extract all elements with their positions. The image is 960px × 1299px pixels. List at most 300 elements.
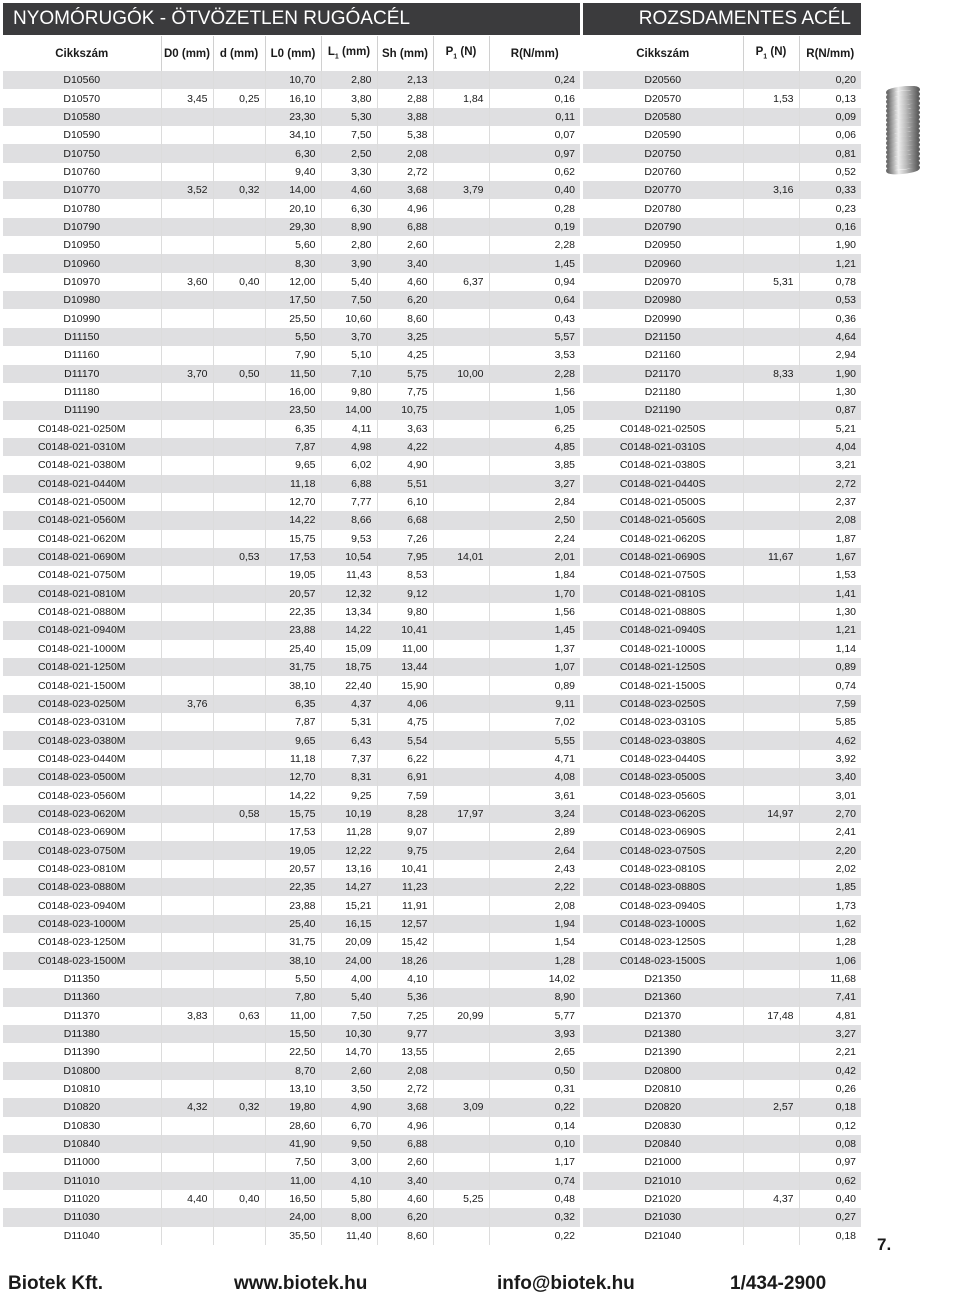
value-cell: 3,24	[489, 805, 580, 823]
value-cell: 0,13	[799, 89, 861, 107]
value-cell	[161, 988, 213, 1006]
value-cell	[213, 1135, 265, 1153]
value-cell	[161, 896, 213, 914]
value-cell: 2,60	[377, 236, 433, 254]
part-number-cell: C0148-021-0810S	[583, 585, 743, 603]
value-cell: 0,06	[799, 126, 861, 144]
table-row	[3, 658, 580, 676]
footer-email-link[interactable]: info@biotek.hu	[497, 1273, 635, 1294]
value-cell: 0,89	[799, 658, 861, 676]
part-number-cell: D20990	[583, 309, 743, 327]
value-cell: 20,10	[265, 199, 321, 217]
table-row	[583, 1117, 861, 1135]
value-cell	[433, 585, 489, 603]
value-cell: 0,16	[799, 218, 861, 236]
value-cell: 3,50	[321, 1080, 377, 1098]
table-row	[3, 915, 580, 933]
value-cell	[213, 731, 265, 749]
value-cell: 15,21	[321, 896, 377, 914]
part-number-cell: D20570	[583, 89, 743, 107]
part-number-cell: C0148-023-1500S	[583, 952, 743, 970]
table-row	[3, 713, 580, 731]
table-header-row	[3, 36, 580, 71]
part-number-cell: C0148-023-1000S	[583, 915, 743, 933]
value-cell	[161, 163, 213, 181]
table-row	[583, 750, 861, 768]
value-cell: 17,97	[433, 805, 489, 823]
value-cell: 3,09	[433, 1098, 489, 1116]
value-cell: 8,60	[377, 1227, 433, 1245]
part-number-cell: D21010	[583, 1172, 743, 1190]
value-cell: 1,37	[489, 640, 580, 658]
value-cell	[161, 548, 213, 566]
table-row	[583, 365, 861, 383]
value-cell: 4,08	[489, 768, 580, 786]
value-cell: 11,40	[321, 1227, 377, 1245]
value-cell: 3,53	[489, 346, 580, 364]
part-number-cell: C0148-021-0440M	[3, 475, 161, 493]
value-cell: 17,53	[265, 548, 321, 566]
part-number-cell: C0148-023-0380M	[3, 731, 161, 749]
part-number-cell: C0148-021-1500S	[583, 676, 743, 694]
value-cell: 3,88	[377, 108, 433, 126]
value-cell	[161, 915, 213, 933]
table-row	[583, 1007, 861, 1025]
value-cell: 1,85	[799, 878, 861, 896]
value-cell: 10,00	[433, 365, 489, 383]
value-cell: 3,68	[377, 1098, 433, 1116]
value-cell	[433, 786, 489, 804]
title-left: NYOMÓRUGÓK - ÖTVÖZETLEN RUGÓACÉL	[3, 3, 580, 35]
value-cell: 14,02	[489, 970, 580, 988]
value-cell: 1,90	[799, 236, 861, 254]
value-cell	[213, 420, 265, 438]
table-row	[3, 1080, 580, 1098]
value-cell: 6,68	[377, 511, 433, 529]
value-cell: 0,16	[489, 89, 580, 107]
part-number-cell: C0148-023-0310S	[583, 713, 743, 731]
value-cell: 3,40	[377, 1172, 433, 1190]
value-cell: 1,21	[799, 254, 861, 272]
value-cell: 11,50	[265, 365, 321, 383]
part-number-cell: C0148-023-0940M	[3, 896, 161, 914]
value-cell: 0,64	[489, 291, 580, 309]
value-cell: 24,00	[321, 952, 377, 970]
value-cell	[433, 1208, 489, 1226]
value-cell: 41,90	[265, 1135, 321, 1153]
value-cell	[213, 585, 265, 603]
table-row	[583, 621, 861, 639]
table-row	[3, 493, 580, 511]
table-row	[3, 1227, 580, 1245]
value-cell	[743, 970, 799, 988]
part-number-cell: C0148-021-0560M	[3, 511, 161, 529]
value-cell: 7,59	[799, 695, 861, 713]
value-cell: 11,00	[265, 1007, 321, 1025]
value-cell: 4,04	[799, 438, 861, 456]
value-cell	[743, 860, 799, 878]
value-cell: 10,30	[321, 1025, 377, 1043]
part-number-cell: C0148-021-0750S	[583, 566, 743, 584]
table-row	[583, 603, 861, 621]
part-number-cell: D21180	[583, 383, 743, 401]
value-cell	[743, 585, 799, 603]
value-cell: 4,06	[377, 695, 433, 713]
value-cell	[213, 823, 265, 841]
value-cell: 0,11	[489, 108, 580, 126]
value-cell	[743, 640, 799, 658]
value-cell	[743, 786, 799, 804]
value-cell: 1,07	[489, 658, 580, 676]
table-row	[583, 383, 861, 401]
value-cell: 1,56	[489, 383, 580, 401]
value-cell: 4,32	[161, 1098, 213, 1116]
table-row	[3, 218, 580, 236]
value-cell: 1,84	[489, 566, 580, 584]
value-cell	[743, 621, 799, 639]
value-cell: 38,10	[265, 952, 321, 970]
value-cell: 31,75	[265, 658, 321, 676]
table-row	[3, 878, 580, 896]
value-cell	[161, 805, 213, 823]
value-cell: 3,70	[321, 328, 377, 346]
value-cell	[213, 218, 265, 236]
value-cell	[161, 621, 213, 639]
value-cell: 7,10	[321, 365, 377, 383]
value-cell: 3,79	[433, 181, 489, 199]
table-row	[3, 530, 580, 548]
value-cell: 4,37	[321, 695, 377, 713]
value-cell: 0,18	[799, 1098, 861, 1116]
value-cell	[213, 695, 265, 713]
part-number-cell: D21360	[583, 988, 743, 1006]
value-cell: 6,30	[321, 199, 377, 217]
value-cell	[433, 731, 489, 749]
value-cell	[433, 236, 489, 254]
value-cell: 11,68	[799, 970, 861, 988]
table-row	[583, 933, 861, 951]
part-number-cell: C0148-021-0750M	[3, 566, 161, 584]
value-cell: 3,68	[377, 181, 433, 199]
value-cell: 13,55	[377, 1043, 433, 1061]
part-number-cell: D21370	[583, 1007, 743, 1025]
value-cell	[213, 126, 265, 144]
value-cell	[213, 456, 265, 474]
part-number-cell: C0148-021-0620M	[3, 530, 161, 548]
value-cell: 23,50	[265, 401, 321, 419]
value-cell: 5,77	[489, 1007, 580, 1025]
compression-spring-icon	[882, 86, 924, 178]
value-cell: 11,91	[377, 896, 433, 914]
value-cell: 0,32	[213, 181, 265, 199]
value-cell: 5,80	[321, 1190, 377, 1208]
value-cell: 16,10	[265, 89, 321, 107]
value-cell: 12,00	[265, 273, 321, 291]
value-cell	[743, 420, 799, 438]
value-cell	[161, 1208, 213, 1226]
table-row	[3, 236, 580, 254]
value-cell	[161, 71, 213, 89]
value-cell: 7,75	[377, 383, 433, 401]
value-cell: 9,65	[265, 731, 321, 749]
value-cell	[743, 896, 799, 914]
value-cell: 4,60	[321, 181, 377, 199]
value-cell: 9,12	[377, 585, 433, 603]
table-row	[3, 126, 580, 144]
table-row	[583, 805, 861, 823]
value-cell	[213, 658, 265, 676]
value-cell	[161, 383, 213, 401]
footer-website-link[interactable]: www.biotek.hu	[234, 1273, 368, 1294]
value-cell: 0,23	[799, 199, 861, 217]
table-row	[583, 126, 861, 144]
part-number-cell: C0148-021-0500S	[583, 493, 743, 511]
value-cell	[743, 658, 799, 676]
value-cell: 2,50	[489, 511, 580, 529]
value-cell: 1,45	[489, 254, 580, 272]
value-cell	[433, 1153, 489, 1171]
part-number-cell: D10990	[3, 309, 161, 327]
value-cell: 10,70	[265, 71, 321, 89]
table-row	[583, 952, 861, 970]
part-number-cell: C0148-023-0560S	[583, 786, 743, 804]
part-number-cell: D20820	[583, 1098, 743, 1116]
value-cell	[213, 640, 265, 658]
table-row	[583, 1080, 861, 1098]
value-cell: 9,80	[377, 603, 433, 621]
value-cell: 14,22	[265, 511, 321, 529]
value-cell	[433, 163, 489, 181]
column-header: R(N/mm)	[799, 36, 861, 71]
part-number-cell: C0148-023-0880S	[583, 878, 743, 896]
table-row	[583, 915, 861, 933]
value-cell: 8,33	[743, 365, 799, 383]
value-cell	[161, 933, 213, 951]
part-number-cell: D10570	[3, 89, 161, 107]
part-number-cell: D10970	[3, 273, 161, 291]
value-cell: 20,09	[321, 933, 377, 951]
part-number-cell: D10750	[3, 144, 161, 162]
value-cell: 6,43	[321, 731, 377, 749]
value-cell: 7,77	[321, 493, 377, 511]
value-cell: 18,26	[377, 952, 433, 970]
value-cell: 28,60	[265, 1117, 321, 1135]
title-right: ROZSDAMENTES ACÉL	[583, 3, 861, 35]
value-cell: 0,62	[799, 1172, 861, 1190]
value-cell: 2,08	[489, 896, 580, 914]
value-cell: 23,88	[265, 621, 321, 639]
value-cell: 3,83	[161, 1007, 213, 1025]
value-cell	[743, 1043, 799, 1061]
column-header: D0 (mm)	[161, 36, 213, 71]
value-cell: 1,87	[799, 530, 861, 548]
value-cell	[161, 1153, 213, 1171]
value-cell	[433, 126, 489, 144]
part-number-cell: D20750	[583, 144, 743, 162]
value-cell	[433, 915, 489, 933]
value-cell	[433, 841, 489, 859]
part-number-cell: C0148-023-0440S	[583, 750, 743, 768]
value-cell	[161, 420, 213, 438]
value-cell: 15,42	[377, 933, 433, 951]
value-cell	[433, 254, 489, 272]
table-row	[3, 603, 580, 621]
value-cell: 1,21	[799, 621, 861, 639]
value-cell: 15,50	[265, 1025, 321, 1043]
table-row	[583, 438, 861, 456]
value-cell: 2,08	[377, 1062, 433, 1080]
value-cell: 1,54	[489, 933, 580, 951]
part-number-cell: D10580	[3, 108, 161, 126]
value-cell: 2,41	[799, 823, 861, 841]
part-number-cell: D20770	[583, 181, 743, 199]
value-cell	[743, 1153, 799, 1171]
value-cell: 4,62	[799, 731, 861, 749]
value-cell: 7,37	[321, 750, 377, 768]
table-row	[583, 181, 861, 199]
table-row	[583, 731, 861, 749]
value-cell	[213, 236, 265, 254]
value-cell: 5,30	[321, 108, 377, 126]
value-cell	[213, 952, 265, 970]
value-cell: 5,31	[321, 713, 377, 731]
value-cell: 19,05	[265, 566, 321, 584]
table-row	[583, 878, 861, 896]
value-cell: 1,30	[799, 603, 861, 621]
table-row	[3, 1043, 580, 1061]
part-number-cell: D10590	[3, 126, 161, 144]
table-row	[3, 1007, 580, 1025]
part-number-cell: C0148-021-0310S	[583, 438, 743, 456]
part-number-cell: C0148-021-1250S	[583, 658, 743, 676]
value-cell	[433, 676, 489, 694]
table-row	[583, 1098, 861, 1116]
value-cell: 2,84	[489, 493, 580, 511]
value-cell: 16,00	[265, 383, 321, 401]
value-cell	[433, 438, 489, 456]
value-cell: 7,50	[265, 1153, 321, 1171]
value-cell: 16,15	[321, 915, 377, 933]
value-cell	[161, 1043, 213, 1061]
part-number-cell: D11040	[3, 1227, 161, 1245]
table-row	[583, 218, 861, 236]
value-cell	[743, 731, 799, 749]
value-cell: 0,40	[489, 181, 580, 199]
value-cell	[161, 1062, 213, 1080]
value-cell	[433, 1025, 489, 1043]
value-cell: 0,87	[799, 401, 861, 419]
value-cell: 1,41	[799, 585, 861, 603]
value-cell	[213, 199, 265, 217]
value-cell	[433, 621, 489, 639]
table-row	[583, 658, 861, 676]
value-cell: 1,28	[799, 933, 861, 951]
table-row	[3, 860, 580, 878]
table-row	[3, 933, 580, 951]
table-row	[583, 1135, 861, 1153]
value-cell	[743, 163, 799, 181]
value-cell	[161, 603, 213, 621]
value-cell: 3,61	[489, 786, 580, 804]
value-cell	[213, 878, 265, 896]
part-number-cell: D11390	[3, 1043, 161, 1061]
part-number-cell: C0148-021-0500M	[3, 493, 161, 511]
table-row	[3, 548, 580, 566]
part-number-cell: D20580	[583, 108, 743, 126]
value-cell: 14,01	[433, 548, 489, 566]
table-row	[583, 144, 861, 162]
part-number-cell: C0148-021-0620S	[583, 530, 743, 548]
value-cell: 3,93	[489, 1025, 580, 1043]
value-cell	[161, 144, 213, 162]
value-cell	[213, 71, 265, 89]
value-cell: 9,75	[377, 841, 433, 859]
value-cell: 0,97	[489, 144, 580, 162]
part-number-cell: D11160	[3, 346, 161, 364]
table-row	[3, 1062, 580, 1080]
value-cell: 1,67	[799, 548, 861, 566]
value-cell	[161, 878, 213, 896]
value-cell: 7,50	[321, 1007, 377, 1025]
value-cell	[213, 346, 265, 364]
value-cell	[743, 438, 799, 456]
value-cell: 5,31	[743, 273, 799, 291]
value-cell	[161, 108, 213, 126]
value-cell	[213, 493, 265, 511]
value-cell: 0,20	[799, 71, 861, 89]
table-row	[583, 1153, 861, 1171]
value-cell: 2,89	[489, 823, 580, 841]
value-cell: 3,63	[377, 420, 433, 438]
page-number: 7.	[877, 1235, 892, 1254]
value-cell: 7,59	[377, 786, 433, 804]
table-row	[583, 456, 861, 474]
value-cell	[433, 1043, 489, 1061]
part-number-cell: D21020	[583, 1190, 743, 1208]
value-cell: 0,74	[799, 676, 861, 694]
part-number-cell: D20560	[583, 71, 743, 89]
table-row	[3, 181, 580, 199]
value-cell	[213, 676, 265, 694]
table-row	[3, 1208, 580, 1226]
value-cell: 8,70	[265, 1062, 321, 1080]
part-number-cell: D10790	[3, 218, 161, 236]
value-cell: 24,00	[265, 1208, 321, 1226]
value-cell: 35,50	[265, 1227, 321, 1245]
part-number-cell: C0148-023-0250M	[3, 695, 161, 713]
table-row	[583, 108, 861, 126]
table-row	[583, 89, 861, 107]
table-row	[3, 199, 580, 217]
value-cell	[743, 218, 799, 236]
value-cell: 15,90	[377, 676, 433, 694]
value-cell	[161, 328, 213, 346]
column-header: Cikkszám	[636, 47, 690, 60]
value-cell	[161, 860, 213, 878]
value-cell: 2,13	[377, 71, 433, 89]
table-row	[583, 346, 861, 364]
value-cell: 1,17	[489, 1153, 580, 1171]
value-cell: 12,70	[265, 768, 321, 786]
part-number-cell: C0148-021-0690M	[3, 548, 161, 566]
value-cell	[161, 456, 213, 474]
value-cell: 3,00	[321, 1153, 377, 1171]
value-cell: 11,28	[321, 823, 377, 841]
value-cell	[433, 475, 489, 493]
value-cell: 2,72	[377, 1080, 433, 1098]
table-row	[3, 1098, 580, 1116]
part-number-cell: C0148-023-0380S	[583, 731, 743, 749]
